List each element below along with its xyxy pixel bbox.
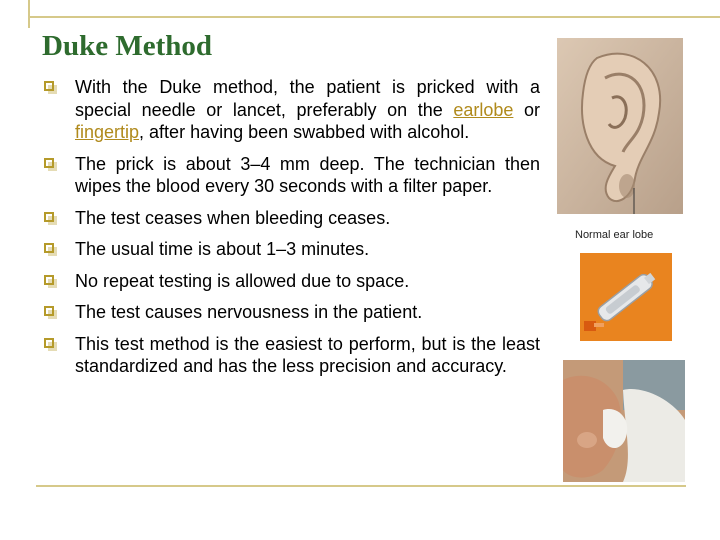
bleeding-test-photo bbox=[563, 360, 685, 482]
lancet-image bbox=[580, 253, 672, 341]
bullet-text: The test ceases when bleeding ceases. bbox=[75, 207, 391, 228]
bleeding-test-illustration bbox=[563, 360, 685, 482]
bullet-text: The prick is about 3–4 mm deep. The technician then wipes the blood every 30 seconds with a filter paper. bbox=[75, 153, 540, 196]
bullet-item bbox=[44, 301, 540, 324]
square-bullet-icon bbox=[44, 338, 54, 348]
top-vertical-rule bbox=[28, 0, 30, 28]
ear-illustration bbox=[557, 38, 683, 214]
square-bullet-icon bbox=[44, 81, 54, 91]
square-bullet-icon bbox=[44, 306, 54, 316]
bottom-rule bbox=[36, 485, 686, 487]
bullet-item bbox=[44, 76, 540, 144]
bullet-item bbox=[44, 207, 540, 230]
bullet-text: With the Duke method, the patient is pricked with a special needle or lancet, preferably on the bbox=[75, 77, 540, 120]
bullet-item bbox=[44, 153, 540, 198]
earlobe-link[interactable]: earlobe bbox=[453, 99, 514, 120]
ear-lobe-image bbox=[557, 38, 683, 214]
slide-title: Duke Method bbox=[42, 30, 212, 62]
bullet-text: No repeat testing is allowed due to space. bbox=[75, 270, 410, 291]
fingertip-link[interactable]: fingertip bbox=[75, 122, 140, 142]
bullet-item bbox=[44, 270, 540, 293]
square-bullet-icon bbox=[44, 243, 54, 253]
bullet-list bbox=[44, 76, 540, 387]
square-bullet-icon bbox=[44, 212, 54, 222]
bullet-text: , after having been swabbed with alcohol. bbox=[139, 122, 470, 142]
square-bullet-icon bbox=[44, 275, 54, 285]
bullet-text: This test method is the easiest to perform, but is the least standardized and has the less precision and accuracy. bbox=[75, 333, 540, 376]
square-bullet-icon bbox=[44, 158, 54, 168]
bullet-item bbox=[44, 238, 540, 261]
top-horizontal-rule bbox=[28, 16, 720, 18]
bullet-text: or bbox=[513, 99, 540, 120]
bullet-text: The usual time is about 1–3 minutes. bbox=[75, 239, 370, 259]
bullet-item bbox=[44, 333, 540, 378]
lancet-icon bbox=[580, 253, 672, 341]
ear-caption: Normal ear lobe bbox=[575, 229, 654, 241]
bullet-text: The test causes nervousness in the patient. bbox=[75, 302, 423, 322]
